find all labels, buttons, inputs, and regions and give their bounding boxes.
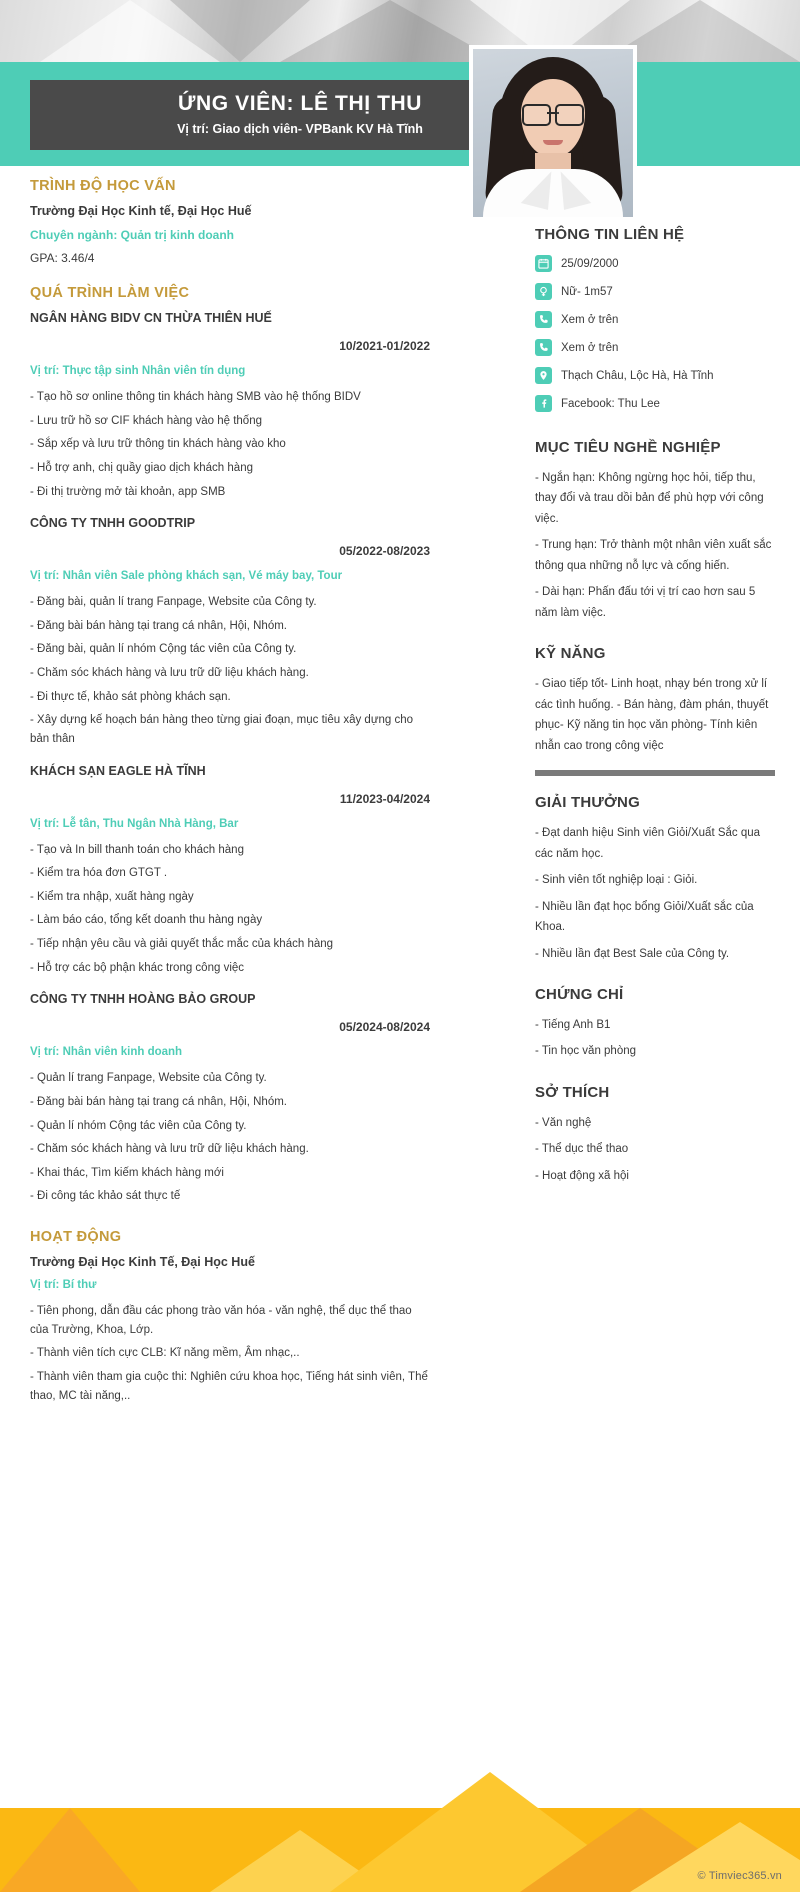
- phone-icon: [535, 339, 552, 356]
- bottom-decorative-band: [0, 1762, 800, 1892]
- experience-company: CÔNG TY TNHH HOÀNG BẢO GROUP: [30, 992, 256, 1007]
- interests-paragraph: - Văn nghệ: [535, 1116, 592, 1129]
- activities-bullet: - Tiên phong, dẫn đầu các phong trào văn hóa - văn nghệ, thể dục thể thao của Trường, Khoa, Lớp.: [30, 1305, 412, 1336]
- contact-item-phone-2: [535, 339, 775, 356]
- candidate-photo: [473, 49, 633, 217]
- career-goal-paragraph: - Dài hạn: Phấn đấu tới vị trí cao hơn sau 5 năm làm việc.: [535, 586, 756, 619]
- education-gpa: GPA: 3.46/4: [30, 251, 95, 265]
- experience-bullet: - Đăng bài, quản lí trang Fanpage, Website của Công ty.: [30, 596, 317, 609]
- activities-bullet: - Thành viên tham gia cuộc thi: Nghiên cứu khoa học, Tiếng hát sinh viên, Thể thao, MC tài năng,..: [30, 1370, 428, 1402]
- experience-bullet: - Đăng bài bán hàng tại trang cá nhân, Hội, Nhóm.: [30, 619, 287, 632]
- photo-lips: [543, 140, 563, 145]
- contact-item-address: [535, 367, 775, 384]
- education-school: Trường Đại Học Kinh tế, Đại Học Huế: [30, 204, 252, 218]
- experience-bullet: - Kiểm tra hóa đơn GTGT .: [30, 867, 168, 880]
- experience-bullet: - Làm báo cáo, tổng kết doanh thu hàng ngày: [30, 914, 263, 927]
- career-goal-paragraph: - Ngắn hạn: Không ngừng học hỏi, tiếp thu, thay đổi và trau dồi bản để phù hợp với công việc.: [535, 472, 764, 525]
- activities-bullet: - Thành viên tích cực CLB: Kĩ năng mềm, Âm nhạc,..: [30, 1347, 300, 1360]
- contact-value: 25/09/2000: [561, 257, 619, 270]
- experience-bullet: - Quản lí nhóm Cộng tác viên của Công ty.: [30, 1119, 247, 1132]
- contact-value: Nữ- 1m57: [561, 285, 613, 298]
- experience-position: Vị trí: Nhân viên Sale phòng khách sạn, Vé máy bay, Tour: [30, 570, 343, 583]
- contact-value: Xem ở trên: [561, 313, 619, 326]
- top-decorative-band: [0, 0, 800, 62]
- section-title-career-goal: MỤC TIÊU NGHỀ NGHIỆP: [535, 439, 721, 456]
- activities-position: Vị trí: Bí thư: [30, 1279, 97, 1291]
- experience-item: [30, 311, 430, 501]
- experience-bullet: - Lưu trữ hồ sơ CIF khách hàng vào hệ thống: [30, 414, 262, 427]
- contact-value: Facebook: Thu Lee: [561, 397, 660, 410]
- experience-date: 05/2022-08/2023: [339, 544, 430, 559]
- career-goal-paragraph: - Trung hạn: Trở thành một nhân viên xuất sắc thông qua những nỗ lực và cống hiến.: [535, 539, 772, 572]
- experience-position: Vị trí: Lễ tân, Thu Ngân Nhà Hàng, Bar: [30, 817, 239, 830]
- section-title-education: TRÌNH ĐỘ HỌC VẤN: [30, 178, 176, 194]
- section-divider: [535, 770, 775, 776]
- interests-paragraph: - Hoạt động xã hội: [535, 1169, 629, 1182]
- contact-value: Xem ở trên: [561, 341, 619, 354]
- certificates-paragraph: - Tin học văn phòng: [535, 1045, 637, 1058]
- experience-bullet: - Hỗ trợ anh, chị quầy giao dịch khách hàng: [30, 461, 253, 474]
- contact-value: Thạch Châu, Lộc Hà, Hà Tĩnh: [561, 369, 714, 382]
- education-major: Chuyên ngành: Quản trị kinh doanh: [30, 228, 234, 242]
- experience-bullet: - Chăm sóc khách hàng và lưu trữ dữ liệu khách hàng.: [30, 667, 309, 679]
- watermark: © Timviec365.vn: [697, 1870, 782, 1882]
- experience-bullet: - Đăng bài, quản lí nhóm Cộng tác viên của Công ty.: [30, 643, 297, 656]
- experience-position: Vị trí: Thực tập sinh Nhân viên tín dụng: [30, 365, 246, 377]
- experience-bullet: - Tạo và In bill thanh toán cho khách hàng: [30, 843, 244, 856]
- phone-icon: [535, 311, 552, 328]
- experience-date: 10/2021-01/2022: [339, 339, 430, 353]
- certificates-paragraph: - Tiếng Anh B1: [535, 1018, 611, 1031]
- experience-bullet: - Đi thực tế, khảo sát phòng khách sạn.: [30, 690, 231, 703]
- section-title-interests: SỞ THÍCH: [535, 1083, 610, 1101]
- section-title-awards: GIẢI THƯỞNG: [535, 794, 640, 812]
- right-column: [535, 226, 775, 1192]
- activities-org: Trường Đại Học Kinh Tế, Đại Học Huế: [30, 1255, 255, 1269]
- contact-item-gender: [535, 283, 775, 300]
- awards-paragraph: - Nhiều lần đạt học bổng Giỏi/Xuất sắc của Khoa.: [535, 900, 754, 934]
- experience-bullet: - Chăm sóc khách hàng và lưu trữ dữ liệu khách hàng.: [30, 1143, 309, 1156]
- experience-item: [30, 764, 430, 978]
- gender-icon: [535, 283, 552, 300]
- contact-item-birthdate: [535, 255, 775, 272]
- calendar-icon: [535, 255, 552, 272]
- experience-company: NGÂN HÀNG BIDV CN THỪA THIÊN HUẾ: [30, 311, 272, 325]
- experience-bullet: - Đi thị trường mở tài khoản, app SMB: [30, 485, 226, 498]
- awards-paragraph: - Sinh viên tốt nghiệp loại : Giỏi.: [535, 874, 698, 887]
- decorative-triangle: [0, 1808, 140, 1892]
- contact-item-facebook[interactable]: [535, 395, 775, 412]
- left-column: [30, 178, 430, 1410]
- experience-bullet: - Tiếp nhận yêu cầu và giải quyết thắc mắc của khách hàng: [30, 938, 334, 950]
- contact-item-phone: [535, 311, 775, 328]
- awards-paragraph: - Nhiều lần đạt Best Sale của Công ty.: [535, 947, 730, 960]
- experience-bullet: - Khai thác, Tìm kiếm khách hàng mới: [30, 1166, 224, 1179]
- experience-bullet: - Đi công tác khảo sát thực tế: [30, 1190, 181, 1203]
- decorative-triangle: [280, 0, 500, 62]
- experience-bullet: - Tạo hồ sơ online thông tin khách hàng SMB vào hệ thống BIDV: [30, 391, 361, 403]
- section-title-contact: THÔNG TIN LIÊN HỆ: [535, 226, 685, 243]
- experience-date: 11/2023-04/2024: [339, 791, 430, 806]
- experience-bullet: - Quản lí trang Fanpage, Website của Công ty.: [30, 1072, 267, 1085]
- experience-company: CÔNG TY TNHH GOODTRIP: [30, 516, 196, 531]
- candidate-position: Vị trí: Giao dịch viên- VPBank KV Hà Tĩnh: [177, 122, 423, 136]
- experience-bullet: - Sắp xếp và lưu trữ thông tin khách hàng vào kho: [30, 438, 286, 451]
- section-title-skills: KỸ NĂNG: [535, 645, 606, 663]
- candidate-name: ỨNG VIÊN: LÊ THỊ THU: [177, 92, 423, 115]
- awards-paragraph: - Đạt danh hiệu Sinh viên Giỏi/Xuất Sắc qua các năm học.: [535, 827, 761, 860]
- skills-paragraph: - Giao tiếp tốt- Linh hoạt, nhạy bén trong xử lí các tình huống. - Bán hàng, đàm phán, thuyết phục- Kỹ năng tin học văn phòng- Tính kiên nhẫn cao trong công việc: [535, 678, 769, 752]
- location-icon: [535, 367, 552, 384]
- glasses-icon: [522, 104, 584, 123]
- experience-bullet: - Hỗ trợ các bộ phận khác trong công việc: [30, 961, 245, 974]
- section-title-activities: HOẠT ĐỘNG: [30, 1229, 122, 1245]
- experience-position: Vị trí: Nhân viên kinh doanh: [30, 1046, 183, 1059]
- experience-item: [30, 516, 430, 748]
- candidate-photo-frame: [469, 45, 637, 221]
- section-title-certificates: CHỨNG CHỈ: [535, 985, 624, 1003]
- experience-item: [30, 992, 430, 1206]
- experience-date: 05/2024-08/2024: [339, 1020, 430, 1035]
- facebook-icon: [535, 395, 552, 412]
- interests-paragraph: - Thể dục thể thao: [535, 1143, 629, 1156]
- experience-bullet: - Xây dựng kế hoạch bán hàng theo từng giai đoạn, mục tiêu xây dựng cho bản thân: [30, 714, 414, 745]
- experience-bullet: - Kiểm tra nhập, xuất hàng ngày: [30, 890, 194, 903]
- section-title-experience: QUÁ TRÌNH LÀM VIỆC: [30, 285, 190, 301]
- experience-bullet: - Đăng bài bán hàng tại trang cá nhân, Hội, Nhóm.: [30, 1095, 287, 1108]
- experience-company: KHÁCH SẠN EAGLE HÀ TĨNH: [30, 763, 206, 778]
- cv-header: [0, 62, 800, 166]
